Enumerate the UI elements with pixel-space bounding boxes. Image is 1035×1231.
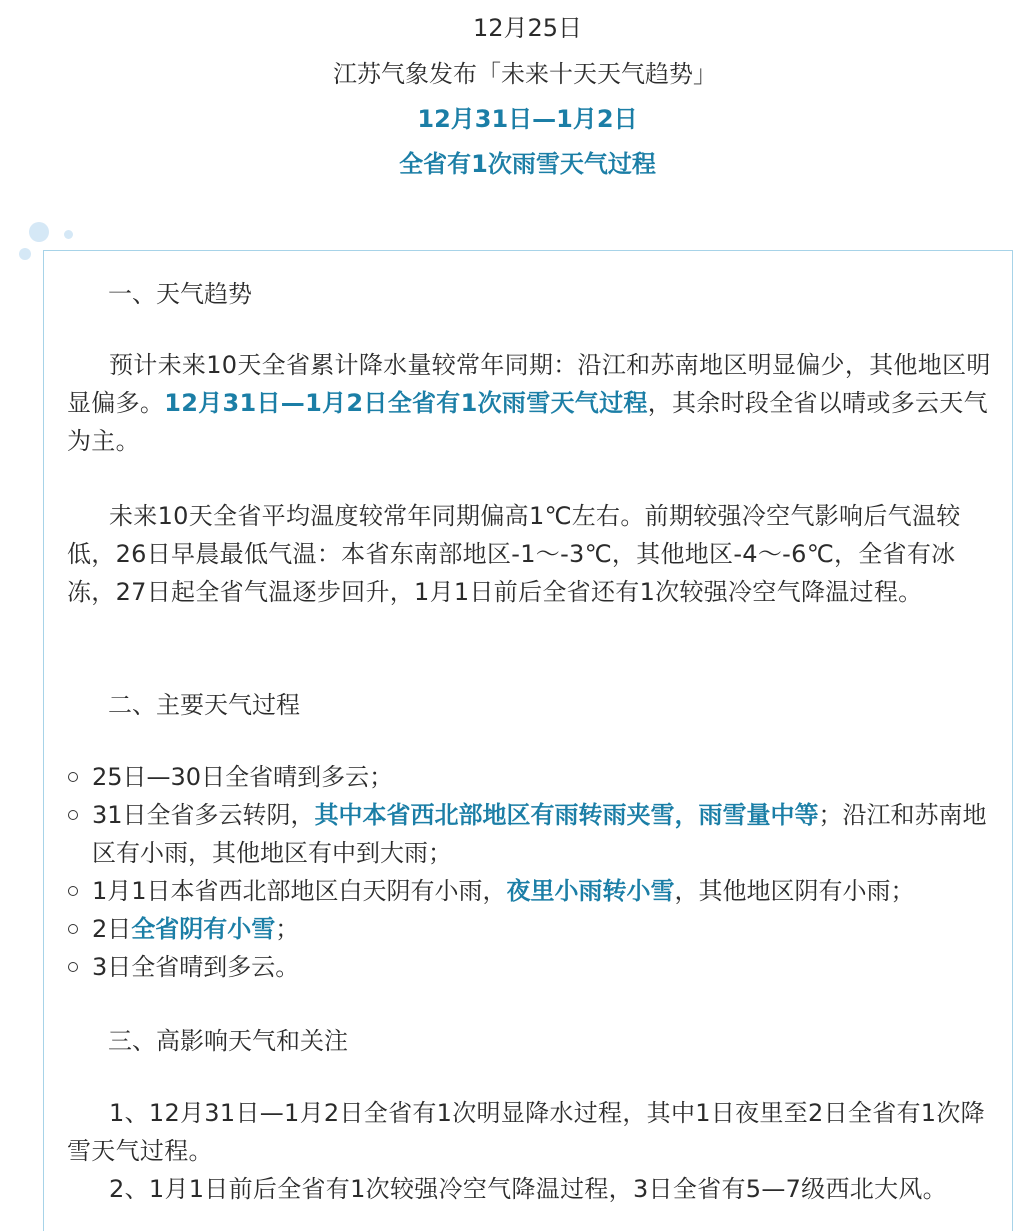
article-subtitle: 江苏气象发布「未来十天天气趋势」 [333, 60, 717, 88]
hollow-circle-bullet-icon [68, 772, 78, 782]
hollow-circle-bullet-icon [68, 810, 78, 820]
trend-paragraph-precipitation [67, 346, 992, 460]
trend-text-c: ，其余时段全省以晴或多云天气为主。 [67, 389, 988, 455]
section-heading-processes: 二、主要天气过程 [108, 691, 300, 719]
trend-text-a: 预计未来10天全省累计降水量较常年同期：沿江和苏南地区明显偏少，其他地区明显偏多。 [67, 351, 991, 417]
section-heading-high-impact: 三、高影响天气和关注 [108, 1027, 348, 1055]
hollow-circle-bullet-icon [68, 886, 78, 896]
high-impact-item-2: 2、1月1日前后全省有1次较强冷空气降温过程，3日全省有5—7级西北大风。 [109, 1175, 947, 1203]
section-heading-trend: 一、天气趋势 [108, 280, 252, 308]
list-item: 3日全省晴到多云。 [67, 948, 992, 986]
hollow-circle-bullet-icon [68, 924, 78, 934]
decorative-dot-medium [19, 248, 31, 260]
decorative-dot-small [64, 230, 73, 239]
list-item: 31日全省多云转阴，其中本省西北部地区有雨转雨夹雪，雨雪量中等；沿江和苏南地区有小雨，其他地区有中到大雨； [67, 796, 992, 872]
list-item: 25日—30日全省晴到多云； [67, 758, 992, 796]
weather-process-list [67, 758, 992, 986]
highlight-date-range: 12月31日—1月2日 [417, 105, 638, 133]
highlight-headline: 全省有1次雨雪天气过程 [399, 150, 656, 178]
list-item: 1月1日本省西北部地区白天阴有小雨，夜里小雨转小雪，其他地区阴有小雨； [67, 872, 992, 910]
trend-paragraph-temperature: 未来10天全省平均温度较常年同期偏高1℃左右。前期较强冷空气影响后气温较低，26日早晨最低气温：本省东南部地区-1～-3℃，其他地区-4～-6℃，全省有冰冻，27日起全省气温逐步回升，1月1日前后全省还有1次较强冷空气降温过程。 [67, 502, 961, 606]
trend-highlight: 12月31日—1月2日全省有1次雨雪天气过程 [164, 389, 648, 417]
hollow-circle-bullet-icon [68, 962, 78, 972]
decorative-dot-large [29, 222, 49, 242]
high-impact-item-1: 1、12月31日—1月2日全省有1次明显降水过程，其中1日夜里至2日全省有1次降雪天气过程。 [67, 1099, 985, 1165]
list-item: 2日全省阴有小雪； [67, 910, 992, 948]
publish-date: 12月25日 [472, 14, 583, 42]
